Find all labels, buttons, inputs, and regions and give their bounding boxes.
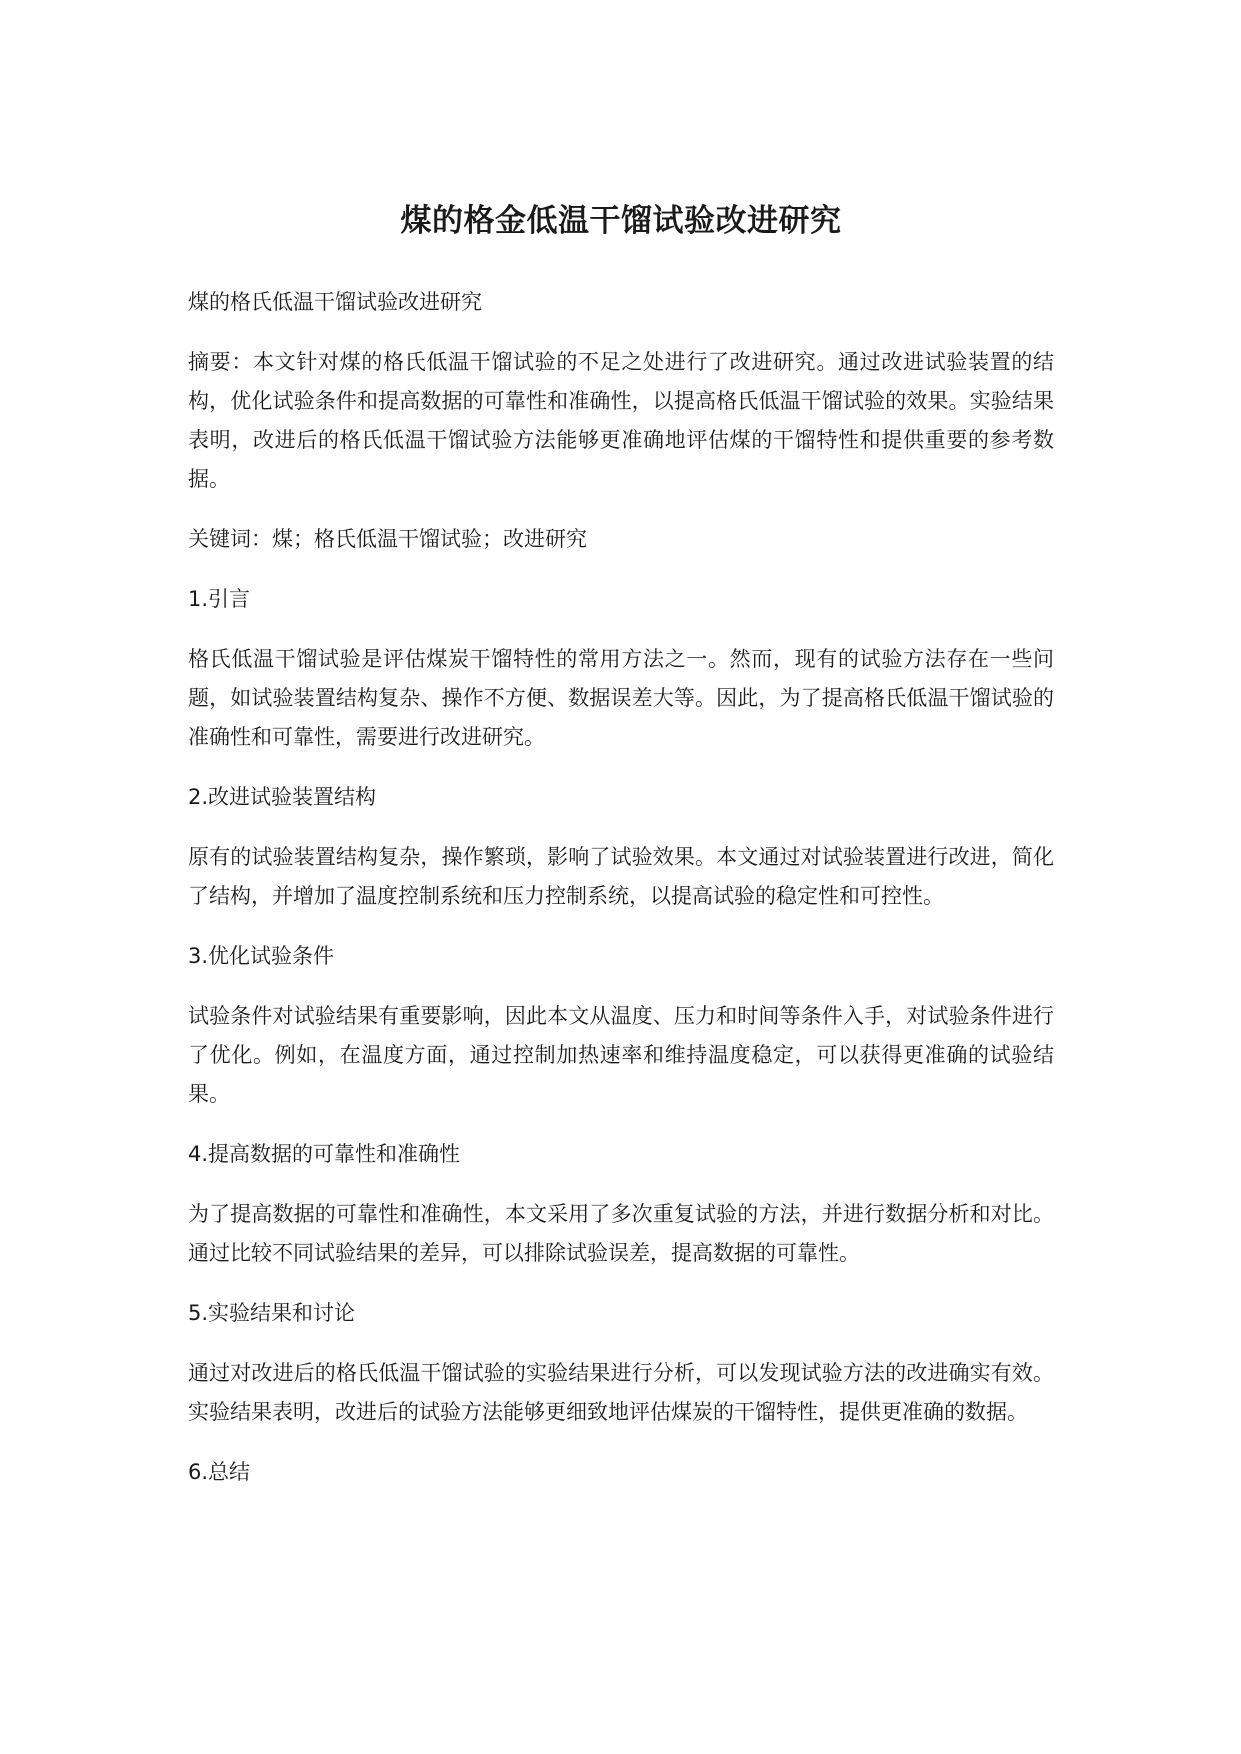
document-body xyxy=(188,283,1054,1513)
abstract-paragraph: 摘要：本文针对煤的格氏低温干馏试验的不足之处进行了改进研究。通过改进试验装置的结构，优化试验条件和提高数据的可靠性和准确性，以提高格氏低温干馏试验的效果。实验结果表明，改进后的格氏低温干馏试验方法能够更准确地评估煤的干馏特性和提供重要的参考数据。 xyxy=(188,350,1054,491)
section-text-reliability: 为了提高数据的可靠性和准确性，本文采用了多次重复试验的方法，并进行数据分析和对比。通过比较不同试验结果的差异，可以排除试验误差，提高数据的可靠性。 xyxy=(188,1202,1054,1265)
document-subtitle: 煤的格氏低温干馏试验改进研究 xyxy=(188,290,482,314)
section-heading-summary: 6.总结 xyxy=(188,1460,251,1484)
section-text-apparatus: 原有的试验装置结构复杂，操作繁琐，影响了试验效果。本文通过对试验装置进行改进，简化了结构，并增加了温度控制系统和压力控制系统，以提高试验的稳定性和可控性。 xyxy=(188,845,1054,908)
section-heading-conditions: 3.优化试验条件 xyxy=(188,944,335,968)
section-heading-apparatus: 2.改进试验装置结构 xyxy=(188,785,377,809)
section-heading-introduction: 1.引言 xyxy=(188,587,251,611)
section-text-conditions: 试验条件对试验结果有重要影响，因此本文从温度、压力和时间等条件入手，对试验条件进行了优化。例如，在温度方面，通过控制加热速率和维持温度稳定，可以获得更准确的试验结果。 xyxy=(188,1004,1054,1106)
document-title: 煤的格金低温干馏试验改进研究 xyxy=(400,202,842,239)
section-text-introduction: 格氏低温干馏试验是评估煤炭干馏特性的常用方法之一。然而，现有的试验方法存在一些问题，如试验装置结构复杂、操作不方便、数据误差大等。因此，为了提高格氏低温干馏试验的准确性和可靠性，需要进行改进研究。 xyxy=(188,647,1054,749)
section-heading-results: 5.实验结果和讨论 xyxy=(188,1301,356,1325)
keywords-line: 关键词：煤；格氏低温干馏试验；改进研究 xyxy=(188,527,587,551)
section-heading-reliability: 4.提高数据的可靠性和准确性 xyxy=(188,1142,461,1166)
section-text-results: 通过对改进后的格氏低温干馏试验的实验结果进行分析，可以发现试验方法的改进确实有效。实验结果表明，改进后的试验方法能够更细致地评估煤炭的干馏特性，提供更准确的数据。 xyxy=(188,1361,1054,1424)
